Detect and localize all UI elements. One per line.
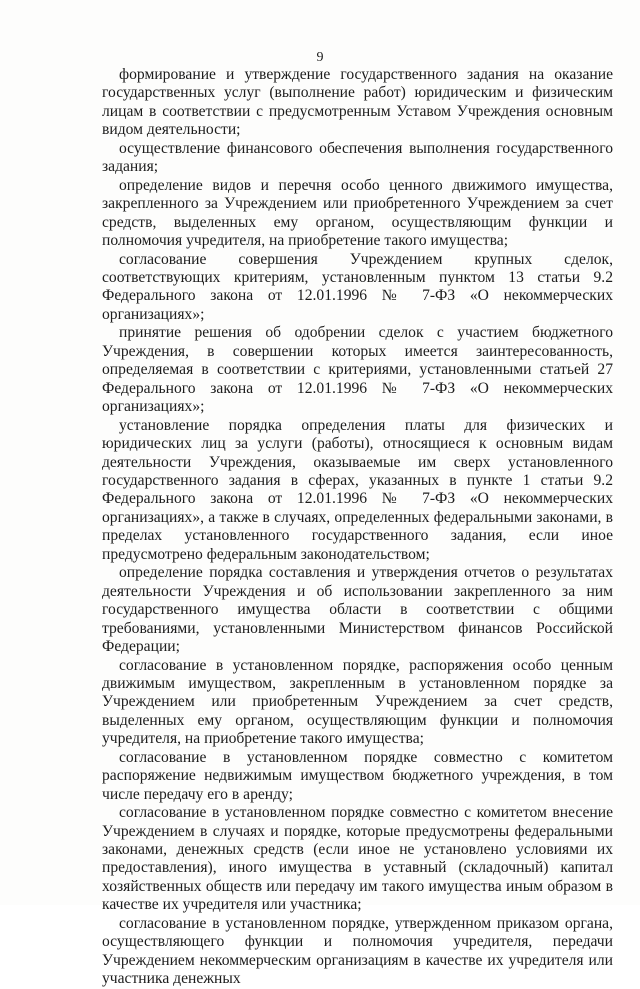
paragraph-movable-property: согласование в установленном порядке, распоряжения особо ценным движимым имуществом, закрепленным в установленном порядке за Учреждением или приобретенным Учреждением за счет средств, выделенных ему органом, осуществляющим функции и полномочия учредителя, на приобретение такого имущества;: [102, 656, 613, 748]
paragraph-capital-contribution: согласование в установленном порядке совместно с комитетом внесение Учреждением в случаях и порядке, которые предусмотрены федеральными законами, денежных средств (если иное не установлено условиями их предоставления), иного имущества в уставный (складочный) капитал хозяйственных обществ или передачу им такого имущества иным образом в качестве их учредителя или участника;: [102, 804, 613, 914]
paragraph-transfer-to-nonprofits: согласование в установленном порядке, утвержденном приказом органа, осуществляющего функции и полномочия учредителя, передачи Учреждением некоммерческим организациям в качестве их учредителя или участника денежных: [102, 914, 613, 988]
paragraph-real-estate: согласование в установленном порядке совместно с комитетом распоряжение недвижимым имуществом бюджетного учреждения, в том числе передачу его в аренду;: [102, 748, 613, 803]
page-number: 9: [316, 50, 324, 65]
paragraph-interested-transactions: принятие решения об одобрении сделок с участием бюджетного Учреждения, в совершении которых имеется заинтересованность, определяемая в соответствии с критериями, установленными статьей 27 Федерального закона от 12.01.1996 № 7-ФЗ «О некоммерческих организациях»;: [102, 324, 613, 416]
paragraph-service-fees: установление порядка определения платы для физических и юридических лиц за услуги (работы), относящиеся к основным видам деятельности Учреждения, оказываемые им сверх установленного государственного задания в сферах, указанных в пункте 1 статьи 9.2 Федерального закона от 12.01.1996 № 7-ФЗ «О некоммерческих организациях», а также в случаях, определенных федеральными законами, в пределах установленного государственного задания, если иное предусмотрено федеральным законодательством;: [102, 416, 613, 563]
paragraph-financial-support: осуществление финансового обеспечения выполнения государственного задания;: [102, 139, 613, 176]
document-body: [102, 66, 613, 989]
paragraph-reports: определение порядка составления и утверждения отчетов о результатах деятельности Учреждения и об использовании закрепленного за ним государственного имущества области в соответствии с общими требованиями, установленными Министерством финансов Российской Федерации;: [102, 564, 613, 656]
paragraph-state-assignment: формирование и утверждение государственного задания на оказание государственных услуг (выполнение работ) юридическим и физическим лицам в соответствии с предусмотренным Уставом Учреждения основным видом деятельности;: [102, 66, 613, 139]
paragraph-major-transactions: согласование совершения Учреждением крупных сделок, соответствующих критериям, установленным пунктом 13 статьи 9.2 Федерального закона от 12.01.1996 № 7-ФЗ «О некоммерческих организациях»;: [102, 250, 613, 323]
paragraph-valuable-property: определение видов и перечня особо ценного движимого имущества, закрепленного за Учреждением или приобретенного Учреждением за счет средств, выделенных ему органом, осуществляющим функции и полномочия учредителя, на приобретение такого имущества;: [102, 176, 613, 250]
